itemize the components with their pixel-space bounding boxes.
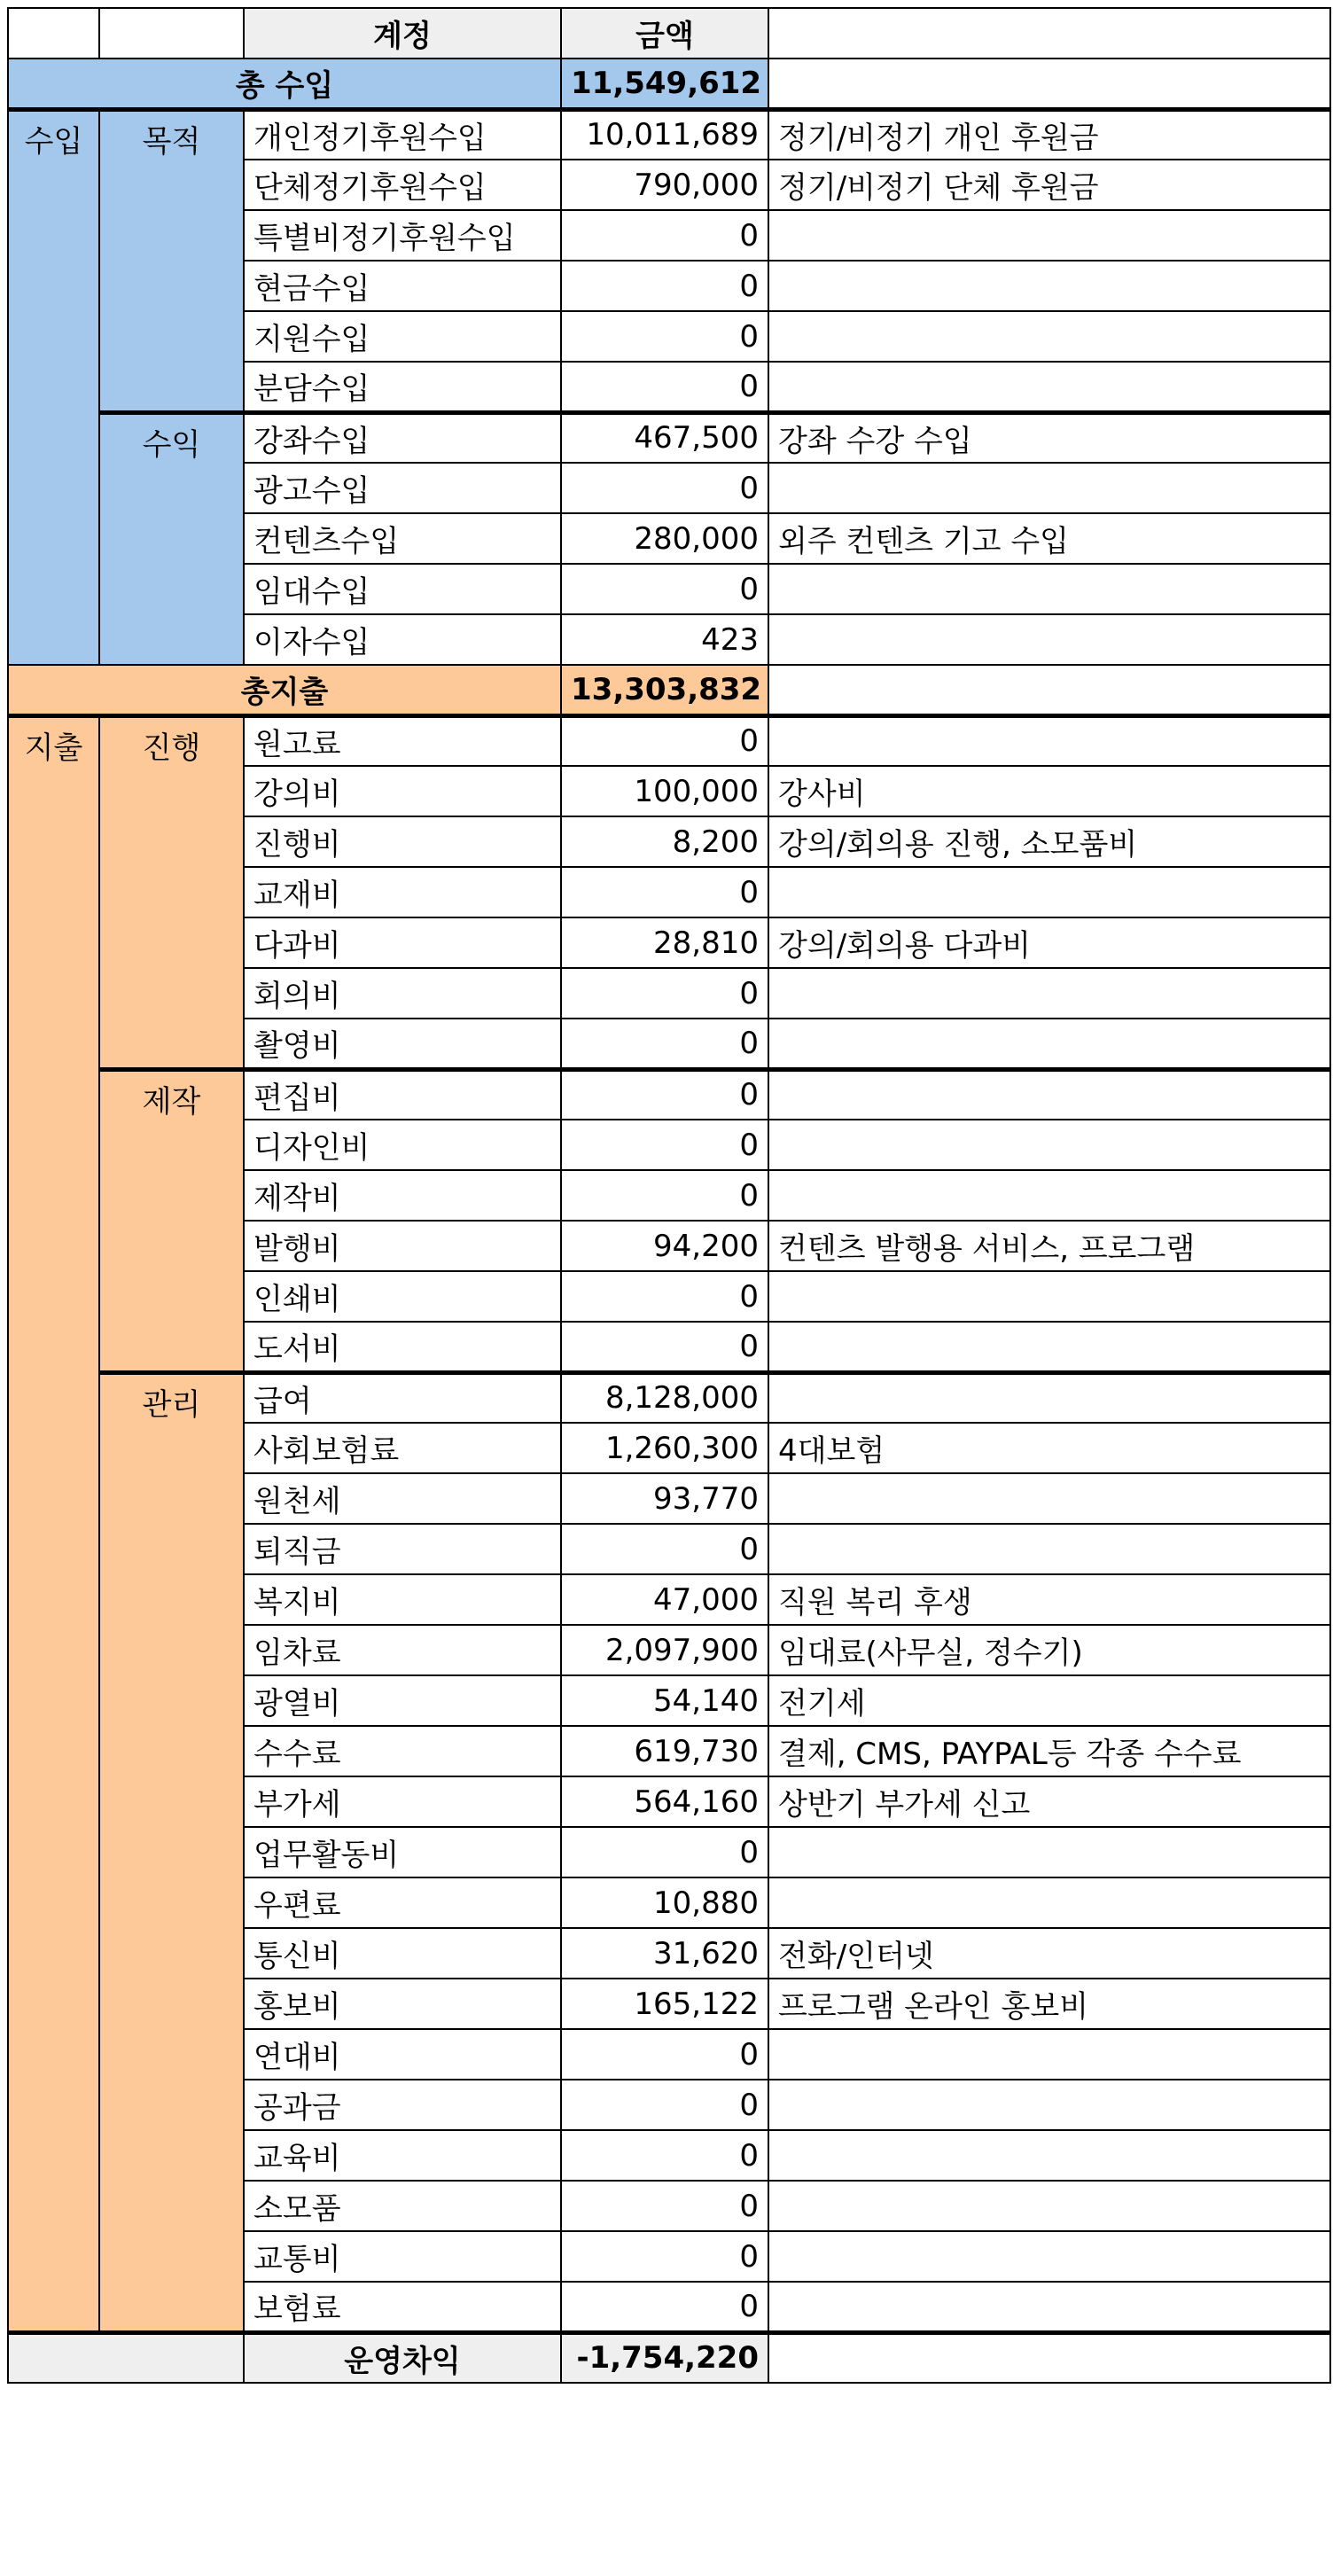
note-cell	[768, 1524, 1330, 1574]
header-blank-cell	[768, 8, 1330, 59]
note-cell	[768, 1322, 1330, 1372]
note-cell: 상반기 부가세 신고	[768, 1776, 1330, 1827]
header-account: 계정	[244, 8, 561, 59]
exp-category-label: 지출	[8, 715, 99, 2332]
note-cell	[768, 1019, 1330, 1069]
amount-cell: 10,880	[561, 1877, 768, 1928]
amount-cell: 0	[561, 1322, 768, 1372]
account-cell: 급여	[244, 1372, 561, 1423]
amount-cell: 0	[561, 261, 768, 311]
note-cell	[768, 362, 1330, 412]
inc-total-amount: 11,549,612	[561, 59, 768, 109]
group-label: 진행	[99, 715, 244, 1069]
account-cell: 임대수입	[244, 564, 561, 614]
amount-cell: 0	[561, 867, 768, 917]
note-cell: 정기/비정기 단체 후원금	[768, 160, 1330, 210]
account-cell: 현금수입	[244, 261, 561, 311]
note-cell: 컨텐츠 발행용 서비스, 프로그램	[768, 1221, 1330, 1271]
note-cell: 정기/비정기 개인 후원금	[768, 109, 1330, 160]
account-cell: 보험료	[244, 2282, 561, 2332]
note-cell: 프로그램 온라인 홍보비	[768, 1979, 1330, 2029]
amount-cell: 0	[561, 2080, 768, 2130]
note-cell	[768, 1473, 1330, 1524]
amount-cell: 0	[561, 2181, 768, 2231]
operating-row	[8, 2332, 1330, 2383]
amount-cell: 280,000	[561, 513, 768, 564]
amount-cell: 0	[561, 463, 768, 513]
amount-cell: 8,200	[561, 816, 768, 867]
account-cell: 부가세	[244, 1776, 561, 1827]
note-cell	[768, 1170, 1330, 1221]
account-cell: 광열비	[244, 1675, 561, 1726]
amount-cell: 165,122	[561, 1979, 768, 2029]
budget-table	[7, 7, 1331, 2384]
note-cell: 강좌 수강 수입	[768, 412, 1330, 463]
account-cell: 이자수입	[244, 614, 561, 665]
note-cell	[768, 311, 1330, 362]
account-cell: 촬영비	[244, 1019, 561, 1069]
group-label: 목적	[99, 109, 244, 412]
amount-cell: 0	[561, 1827, 768, 1877]
amount-cell: 10,011,689	[561, 109, 768, 160]
note-cell	[768, 2130, 1330, 2181]
account-cell: 단체정기후원수입	[244, 160, 561, 210]
blank-cell	[8, 2332, 244, 2383]
account-cell: 업무활동비	[244, 1827, 561, 1877]
table-row	[8, 109, 1330, 160]
amount-cell: 0	[561, 311, 768, 362]
account-cell: 제작비	[244, 1170, 561, 1221]
note-cell: 강사비	[768, 766, 1330, 816]
amount-cell: 28,810	[561, 917, 768, 968]
account-cell: 원고료	[244, 715, 561, 766]
amount-cell: 31,620	[561, 1928, 768, 1979]
amount-cell: 0	[561, 715, 768, 766]
note-cell	[768, 2080, 1330, 2130]
note-cell	[768, 2282, 1330, 2332]
table-row	[8, 715, 1330, 766]
note-cell	[768, 210, 1330, 261]
amount-cell: 467,500	[561, 412, 768, 463]
account-cell: 발행비	[244, 1221, 561, 1271]
exp-total-row	[8, 665, 1330, 715]
table-row	[8, 1069, 1330, 1120]
amount-cell: 0	[561, 210, 768, 261]
inc-total-row	[8, 59, 1330, 109]
account-cell: 연대비	[244, 2029, 561, 2080]
amount-cell: 2,097,900	[561, 1625, 768, 1675]
header-amount: 금액	[561, 8, 768, 59]
group-label: 관리	[99, 1372, 244, 2332]
account-cell: 강좌수입	[244, 412, 561, 463]
amount-cell: 0	[561, 2282, 768, 2332]
note-cell	[768, 1877, 1330, 1928]
account-cell: 개인정기후원수입	[244, 109, 561, 160]
amount-cell: 54,140	[561, 1675, 768, 1726]
header-blank-cell	[99, 8, 244, 59]
note-cell	[768, 463, 1330, 513]
account-cell: 복지비	[244, 1574, 561, 1625]
amount-cell: 564,160	[561, 1776, 768, 1827]
amount-cell: 0	[561, 1524, 768, 1574]
group-label: 제작	[99, 1069, 244, 1372]
account-cell: 편집비	[244, 1069, 561, 1120]
note-cell	[768, 867, 1330, 917]
amount-cell: 0	[561, 2029, 768, 2080]
note-cell	[768, 1372, 1330, 1423]
note-cell	[768, 715, 1330, 766]
amount-cell: 1,260,300	[561, 1423, 768, 1473]
note-cell: 외주 컨텐츠 기고 수입	[768, 513, 1330, 564]
table-row	[8, 412, 1330, 463]
exp-total-label: 총지출	[8, 665, 561, 715]
amount-cell: 93,770	[561, 1473, 768, 1524]
note-cell: 결제, CMS, PAYPAL등 각종 수수료	[768, 1726, 1330, 1776]
account-cell: 컨텐츠수입	[244, 513, 561, 564]
header-blank-cell	[8, 8, 99, 59]
amount-cell: 47,000	[561, 1574, 768, 1625]
amount-cell: 0	[561, 564, 768, 614]
amount-cell: 423	[561, 614, 768, 665]
account-cell: 도서비	[244, 1322, 561, 1372]
account-cell: 교통비	[244, 2231, 561, 2282]
operating-label: 운영차익	[244, 2332, 561, 2383]
account-cell: 우편료	[244, 1877, 561, 1928]
account-cell: 진행비	[244, 816, 561, 867]
note-cell: 전기세	[768, 1675, 1330, 1726]
note-cell	[768, 261, 1330, 311]
note-cell	[768, 1120, 1330, 1170]
amount-cell: 0	[561, 2231, 768, 2282]
amount-cell: 8,128,000	[561, 1372, 768, 1423]
amount-cell: 100,000	[561, 766, 768, 816]
amount-cell: 0	[561, 968, 768, 1019]
exp-total-amount: 13,303,832	[561, 665, 768, 715]
account-cell: 인쇄비	[244, 1271, 561, 1322]
amount-cell: 0	[561, 1069, 768, 1120]
group-label: 수익	[99, 412, 244, 665]
account-cell: 퇴직금	[244, 1524, 561, 1574]
note-cell	[768, 968, 1330, 1019]
account-cell: 특별비정기후원수입	[244, 210, 561, 261]
account-cell: 교육비	[244, 2130, 561, 2181]
note-cell	[768, 1271, 1330, 1322]
account-cell: 다과비	[244, 917, 561, 968]
note-cell	[768, 564, 1330, 614]
account-cell: 광고수입	[244, 463, 561, 513]
amount-cell: 94,200	[561, 1221, 768, 1271]
amount-cell: 619,730	[561, 1726, 768, 1776]
account-cell: 공과금	[244, 2080, 561, 2130]
account-cell: 디자인비	[244, 1120, 561, 1170]
note-cell	[768, 665, 1330, 715]
note-cell	[768, 614, 1330, 665]
amount-cell: 790,000	[561, 160, 768, 210]
operating-amount: -1,754,220	[561, 2332, 768, 2383]
account-cell: 수수료	[244, 1726, 561, 1776]
note-cell	[768, 59, 1330, 109]
account-cell: 분담수입	[244, 362, 561, 412]
note-cell: 직원 복리 후생	[768, 1574, 1330, 1625]
account-cell: 홍보비	[244, 1979, 561, 2029]
inc-total-label: 총 수입	[8, 59, 561, 109]
amount-cell: 0	[561, 1019, 768, 1069]
amount-cell: 0	[561, 362, 768, 412]
inc-category-label: 수입	[8, 109, 99, 665]
account-cell: 통신비	[244, 1928, 561, 1979]
account-cell: 임차료	[244, 1625, 561, 1675]
table-row	[8, 1372, 1330, 1423]
amount-cell: 0	[561, 1271, 768, 1322]
note-cell	[768, 2029, 1330, 2080]
note-cell: 4대보험	[768, 1423, 1330, 1473]
note-cell	[768, 1069, 1330, 1120]
note-cell	[768, 2231, 1330, 2282]
note-cell: 강의/회의용 다과비	[768, 917, 1330, 968]
amount-cell: 0	[561, 1120, 768, 1170]
account-cell: 회의비	[244, 968, 561, 1019]
note-cell: 강의/회의용 진행, 소모품비	[768, 816, 1330, 867]
note-cell: 임대료(사무실, 정수기)	[768, 1625, 1330, 1675]
note-cell	[768, 2181, 1330, 2231]
account-cell: 사회보험료	[244, 1423, 561, 1473]
account-cell: 교재비	[244, 867, 561, 917]
account-cell: 강의비	[244, 766, 561, 816]
account-cell: 소모품	[244, 2181, 561, 2231]
note-cell: 전화/인터넷	[768, 1928, 1330, 1979]
note-cell	[768, 2332, 1330, 2383]
header-row	[8, 8, 1330, 59]
amount-cell: 0	[561, 2130, 768, 2181]
amount-cell: 0	[561, 1170, 768, 1221]
note-cell	[768, 1827, 1330, 1877]
account-cell: 원천세	[244, 1473, 561, 1524]
account-cell: 지원수입	[244, 311, 561, 362]
